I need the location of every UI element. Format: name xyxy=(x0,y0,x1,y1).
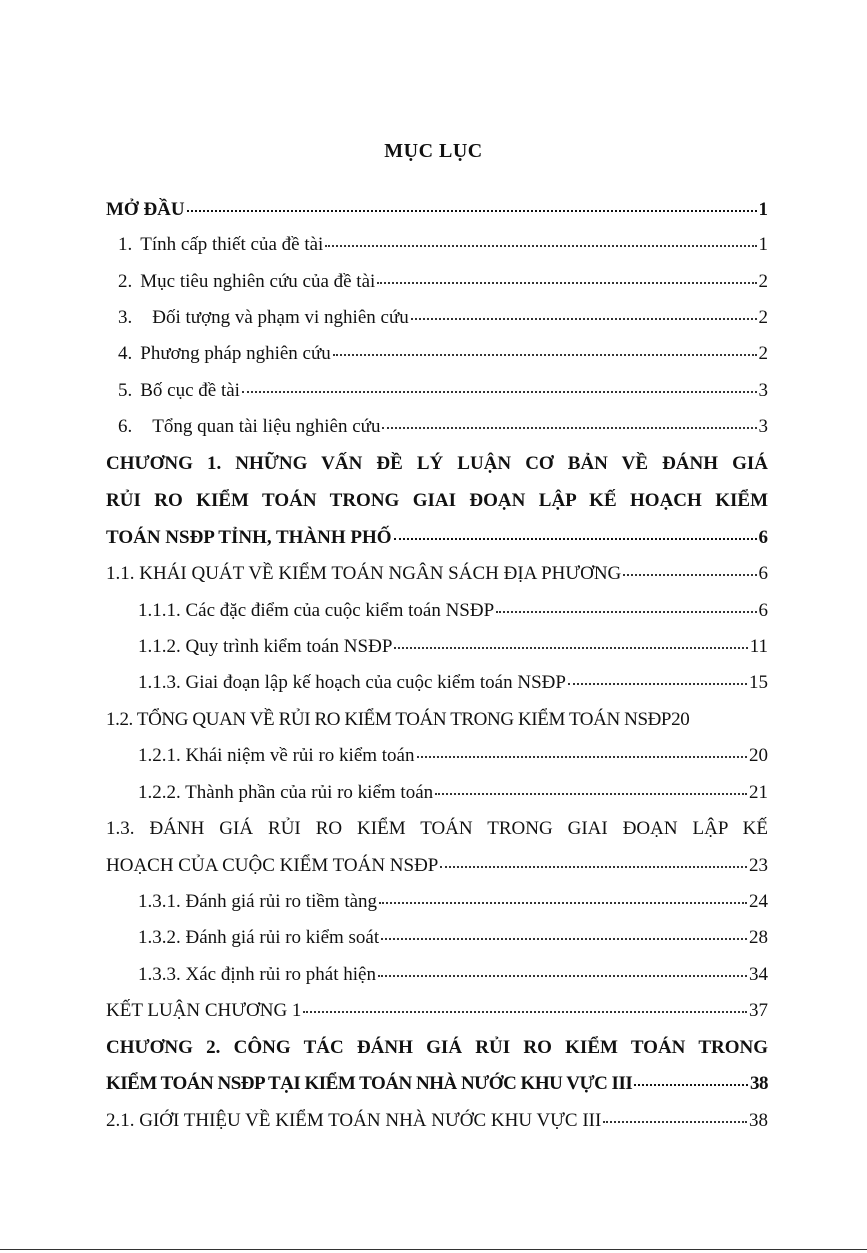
toc-entry-label: KIỂM TOÁN NSĐP TẠI KIỂM TOÁN NHÀ NƯỚC KHU VỰC III xyxy=(106,1073,633,1094)
toc-entry-label: 1.3.2. Đánh giá rủi ro kiểm soát xyxy=(138,927,380,948)
toc-page-number: 2 xyxy=(758,307,768,328)
toc-page-number: 38 xyxy=(749,1110,768,1131)
toc-entry-label: Bố cục đề tài xyxy=(140,380,240,401)
toc-entry-label: 1.1.3. Giai đoạn lập kế hoạch của cuộc kiểm toán NSĐP xyxy=(138,672,566,693)
leader-dots xyxy=(440,866,747,868)
toc-chapter1-line2[interactable]: RỦI RO KIỂM TOÁN TRONG GIAI ĐOẠN LẬP KẾ HOẠCH KIỂM xyxy=(106,490,768,511)
leader-dots xyxy=(411,318,757,320)
toc-entry-label: Mục tiêu nghiên cứu của đề tài xyxy=(140,271,376,292)
toc-entry-label: Phương pháp nghiên cứu xyxy=(140,343,331,364)
toc-entry-mo-dau[interactable] xyxy=(106,198,768,222)
toc-entry-number: 2. xyxy=(118,271,133,292)
toc-entry-label: 1.2.2. Thành phần của rủi ro kiểm toán xyxy=(138,782,434,803)
leader-dots xyxy=(568,683,747,685)
toc-entry-1-3-3[interactable] xyxy=(138,963,768,987)
toc-entry-label: 2.1. GIỚI THIỆU VỀ KIỂM TOÁN NHÀ NƯỚC KHU VỰC III xyxy=(106,1110,602,1131)
toc-entry-label: 1.2.1. Khái niệm về rủi ro kiểm toán xyxy=(138,745,415,766)
leader-dots xyxy=(377,282,756,284)
toc-entry-1-2-2[interactable] xyxy=(138,781,768,805)
toc-entry-intro-2[interactable] xyxy=(118,270,768,294)
leader-dots xyxy=(187,210,757,212)
toc-section-1-3-line1[interactable]: 1.3. ĐÁNH GIÁ RỦI RO KIỂM TOÁN TRONG GIAI ĐOẠN LẬP KẾ xyxy=(106,818,768,839)
toc-entry-label: Tổng quan tài liệu nghiên cứu xyxy=(152,416,381,437)
toc-page-number: 24 xyxy=(749,891,768,912)
toc-entry-label: 1.1.2. Quy trình kiểm toán NSĐP xyxy=(138,636,393,657)
leader-dots xyxy=(381,938,747,940)
toc-title: MỤC LỤC xyxy=(384,140,483,162)
toc-entry-1-3-2[interactable] xyxy=(138,926,768,950)
leader-dots xyxy=(242,391,757,393)
toc-entry-label: HOẠCH CỦA CUỘC KIỂM TOÁN NSĐP xyxy=(106,855,439,876)
toc-page-number: 23 xyxy=(749,855,768,876)
leader-dots xyxy=(634,1084,748,1086)
toc-entry-number: 3. xyxy=(118,307,133,328)
toc-entry-section-1-1[interactable] xyxy=(106,562,768,586)
leader-dots xyxy=(303,1011,747,1013)
toc-entry-label: 1.1.1. Các đặc điểm của cuộc kiểm toán NSĐP xyxy=(138,600,495,621)
toc-entry-section-1-2[interactable] xyxy=(106,708,768,732)
leader-dots xyxy=(378,975,747,977)
toc-page-number: 1 xyxy=(758,234,768,255)
toc-page-number: 6 xyxy=(758,600,768,621)
toc-page-number: 28 xyxy=(749,927,768,948)
toc-entry-1-1-1[interactable] xyxy=(138,599,768,623)
leader-dots xyxy=(435,793,747,795)
toc-entry-intro-4[interactable] xyxy=(118,342,768,366)
toc-entry-chapter2[interactable] xyxy=(106,1072,768,1096)
toc-entry-label: MỞ ĐẦU xyxy=(106,199,185,220)
toc-page-number: 15 xyxy=(749,672,768,693)
toc-entry-label: 1.2. TỔNG QUAN VỀ RỦI RO KIỂM TOÁN TRONG KIỂM TOÁN NSĐP xyxy=(106,709,672,730)
toc-page-number: 20 xyxy=(671,709,690,730)
toc-entry-label: Tính cấp thiết của đề tài xyxy=(140,234,324,255)
toc-entry-label: Đối tượng và phạm vi nghiên cứu xyxy=(152,307,409,328)
toc-page-number: 3 xyxy=(758,380,768,401)
toc-page-number: 6 xyxy=(758,563,768,584)
toc-entry-chapter1[interactable] xyxy=(106,526,768,550)
toc-entry-1-1-3[interactable] xyxy=(138,671,768,695)
leader-dots xyxy=(333,354,757,356)
leader-dots xyxy=(394,538,757,540)
toc-page-number: 2 xyxy=(758,271,768,292)
leader-dots xyxy=(382,427,756,429)
toc-entry-section-1-3[interactable] xyxy=(106,854,768,878)
toc-entry-label: 1.1. KHÁI QUÁT VỀ KIỂM TOÁN NGÂN SÁCH ĐỊA PHƯƠNG xyxy=(106,563,622,584)
toc-page-number: 20 xyxy=(749,745,768,766)
toc-page-number: 38 xyxy=(750,1073,768,1094)
toc-page-number: 34 xyxy=(749,964,768,985)
toc-entry-intro-6[interactable] xyxy=(118,415,768,439)
toc-entry-intro-1[interactable] xyxy=(118,233,768,257)
toc-page-number: 2 xyxy=(758,343,768,364)
toc-chapter1-line1[interactable]: CHƯƠNG 1. NHỮNG VẤN ĐỀ LÝ LUẬN CƠ BẢN VỀ ĐÁNH GIÁ xyxy=(106,453,768,474)
leader-dots xyxy=(623,574,756,576)
toc-entry-intro-5[interactable] xyxy=(118,379,768,403)
toc-entry-label: 1.3.3. Xác định rủi ro phát hiện xyxy=(138,964,376,985)
toc-entry-number: 6. xyxy=(118,416,133,437)
toc-entry-1-2-1[interactable] xyxy=(138,744,768,768)
toc-entry-number: 4. xyxy=(118,343,133,364)
toc-chapter2-line1[interactable]: CHƯƠNG 2. CÔNG TÁC ĐÁNH GIÁ RỦI RO KIỂM TOÁN TRONG xyxy=(106,1037,768,1058)
leader-dots xyxy=(417,756,748,758)
toc-entry-1-1-2[interactable] xyxy=(138,635,768,659)
toc-page-number: 3 xyxy=(758,416,768,437)
toc-entry-label: 1.3.1. Đánh giá rủi ro tiềm tàng xyxy=(138,891,378,912)
toc-page-number: 37 xyxy=(749,1000,768,1021)
leader-dots xyxy=(603,1121,747,1123)
toc-entry-number: 5. xyxy=(118,380,133,401)
toc-entry-ket-luan[interactable] xyxy=(106,999,768,1023)
leader-dots xyxy=(325,245,756,247)
page-bottom-rule xyxy=(0,1249,867,1250)
toc-entry-number: 1. xyxy=(118,234,133,255)
toc-entry-label: TOÁN NSĐP TỈNH, THÀNH PHỐ xyxy=(106,527,392,548)
toc-page-number: 11 xyxy=(749,636,768,657)
leader-dots xyxy=(496,611,756,613)
toc-entry-section-2-1[interactable] xyxy=(106,1109,768,1133)
toc-page-number: 21 xyxy=(749,782,768,803)
toc-page-number: 1 xyxy=(758,199,768,220)
toc-entry-1-3-1[interactable] xyxy=(138,890,768,914)
toc-entry-label: KẾT LUẬN CHƯƠNG 1 xyxy=(106,1000,302,1021)
leader-dots xyxy=(379,902,747,904)
toc-page-number: 6 xyxy=(758,527,768,548)
leader-dots xyxy=(394,647,747,649)
toc-entry-intro-3[interactable] xyxy=(118,306,768,330)
